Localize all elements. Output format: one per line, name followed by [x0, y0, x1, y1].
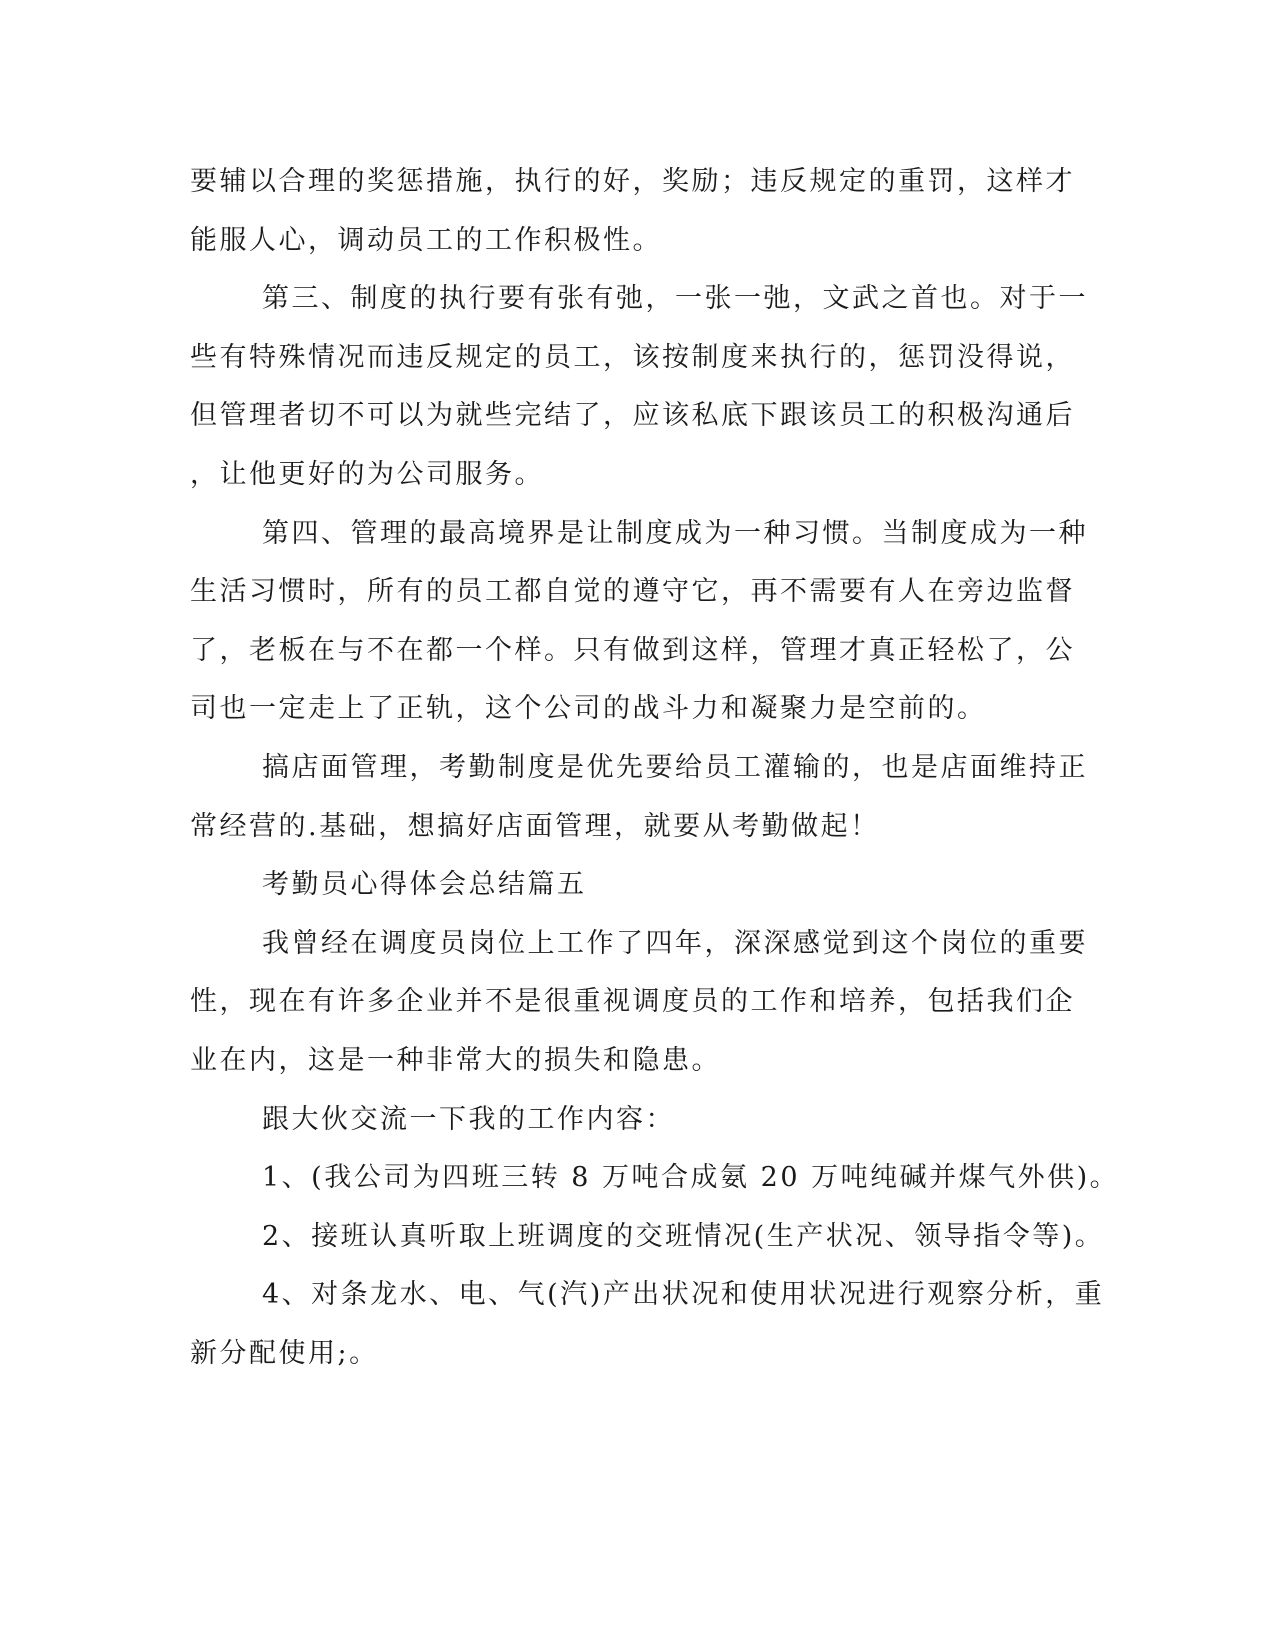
paragraph-7-line-1: 跟大伙交流一下我的工作内容： — [262, 1104, 675, 1135]
text-line-15: 性，现在有许多企业并不是很重视调度员的工作和培养，包括我们企 — [190, 986, 1075, 1017]
paragraph-5-line-1: 搞店面管理，考勤制度是优先要给员工灌输的，也是店面维持正 — [262, 752, 1088, 783]
paragraph-3-line-1: 第三、制度的执行要有张有弛，一张一弛，文武之首也。对于一 — [262, 283, 1088, 314]
text-line-16: 业在内，这是一种非常大的损失和隐患。 — [190, 1045, 721, 1076]
text-line-10: 司也一定走上了正轨，这个公司的战斗力和凝聚力是空前的。 — [190, 693, 987, 724]
text-line-4: 些有特殊情况而违反规定的员工，该按制度来执行的，惩罚没得说， — [190, 342, 1075, 373]
text-line-6: ，让他更好的为公司服务。 — [190, 459, 544, 490]
list-item-4-line-1: 4、对条龙水、电、气(汽)产出状况和使用状况进行观察分析，重 — [262, 1279, 1105, 1310]
list-item-4-line-2: 新分配使用;。 — [190, 1338, 379, 1369]
paragraph-6-line-1: 我曾经在调度员岗位上工作了四年，深深感觉到这个岗位的重要 — [262, 928, 1088, 959]
section-heading: 考勤员心得体会总结篇五 — [262, 869, 587, 900]
text-line-12: 常经营的.基础，想搞好店面管理，就要从考勤做起！ — [190, 811, 880, 842]
text-line-9: 了，老板在与不在都一个样。只有做到这样，管理才真正轻松了，公 — [190, 635, 1075, 666]
paragraph-4-line-1: 第四、管理的最高境界是让制度成为一种习惯。当制度成为一种 — [262, 518, 1088, 549]
list-item-2: 2、接班认真听取上班调度的交班情况(生产状况、领导指令等)。 — [262, 1221, 1105, 1252]
list-item-1: 1、(我公司为四班三转 8 万吨合成氨 20 万吨纯碱并煤气外供)。 — [262, 1162, 1120, 1193]
text-line-5: 但管理者切不可以为就些完结了，应该私底下跟该员工的积极沟通后 — [190, 400, 1075, 431]
text-line-1: 要辅以合理的奖惩措施，执行的好，奖励；违反规定的重罚，这样才 — [190, 166, 1075, 197]
text-line-8: 生活习惯时，所有的员工都自觉的遵守它，再不需要有人在旁边监督 — [190, 576, 1075, 607]
text-line-2: 能服人心，调动员工的工作积极性。 — [190, 225, 662, 256]
